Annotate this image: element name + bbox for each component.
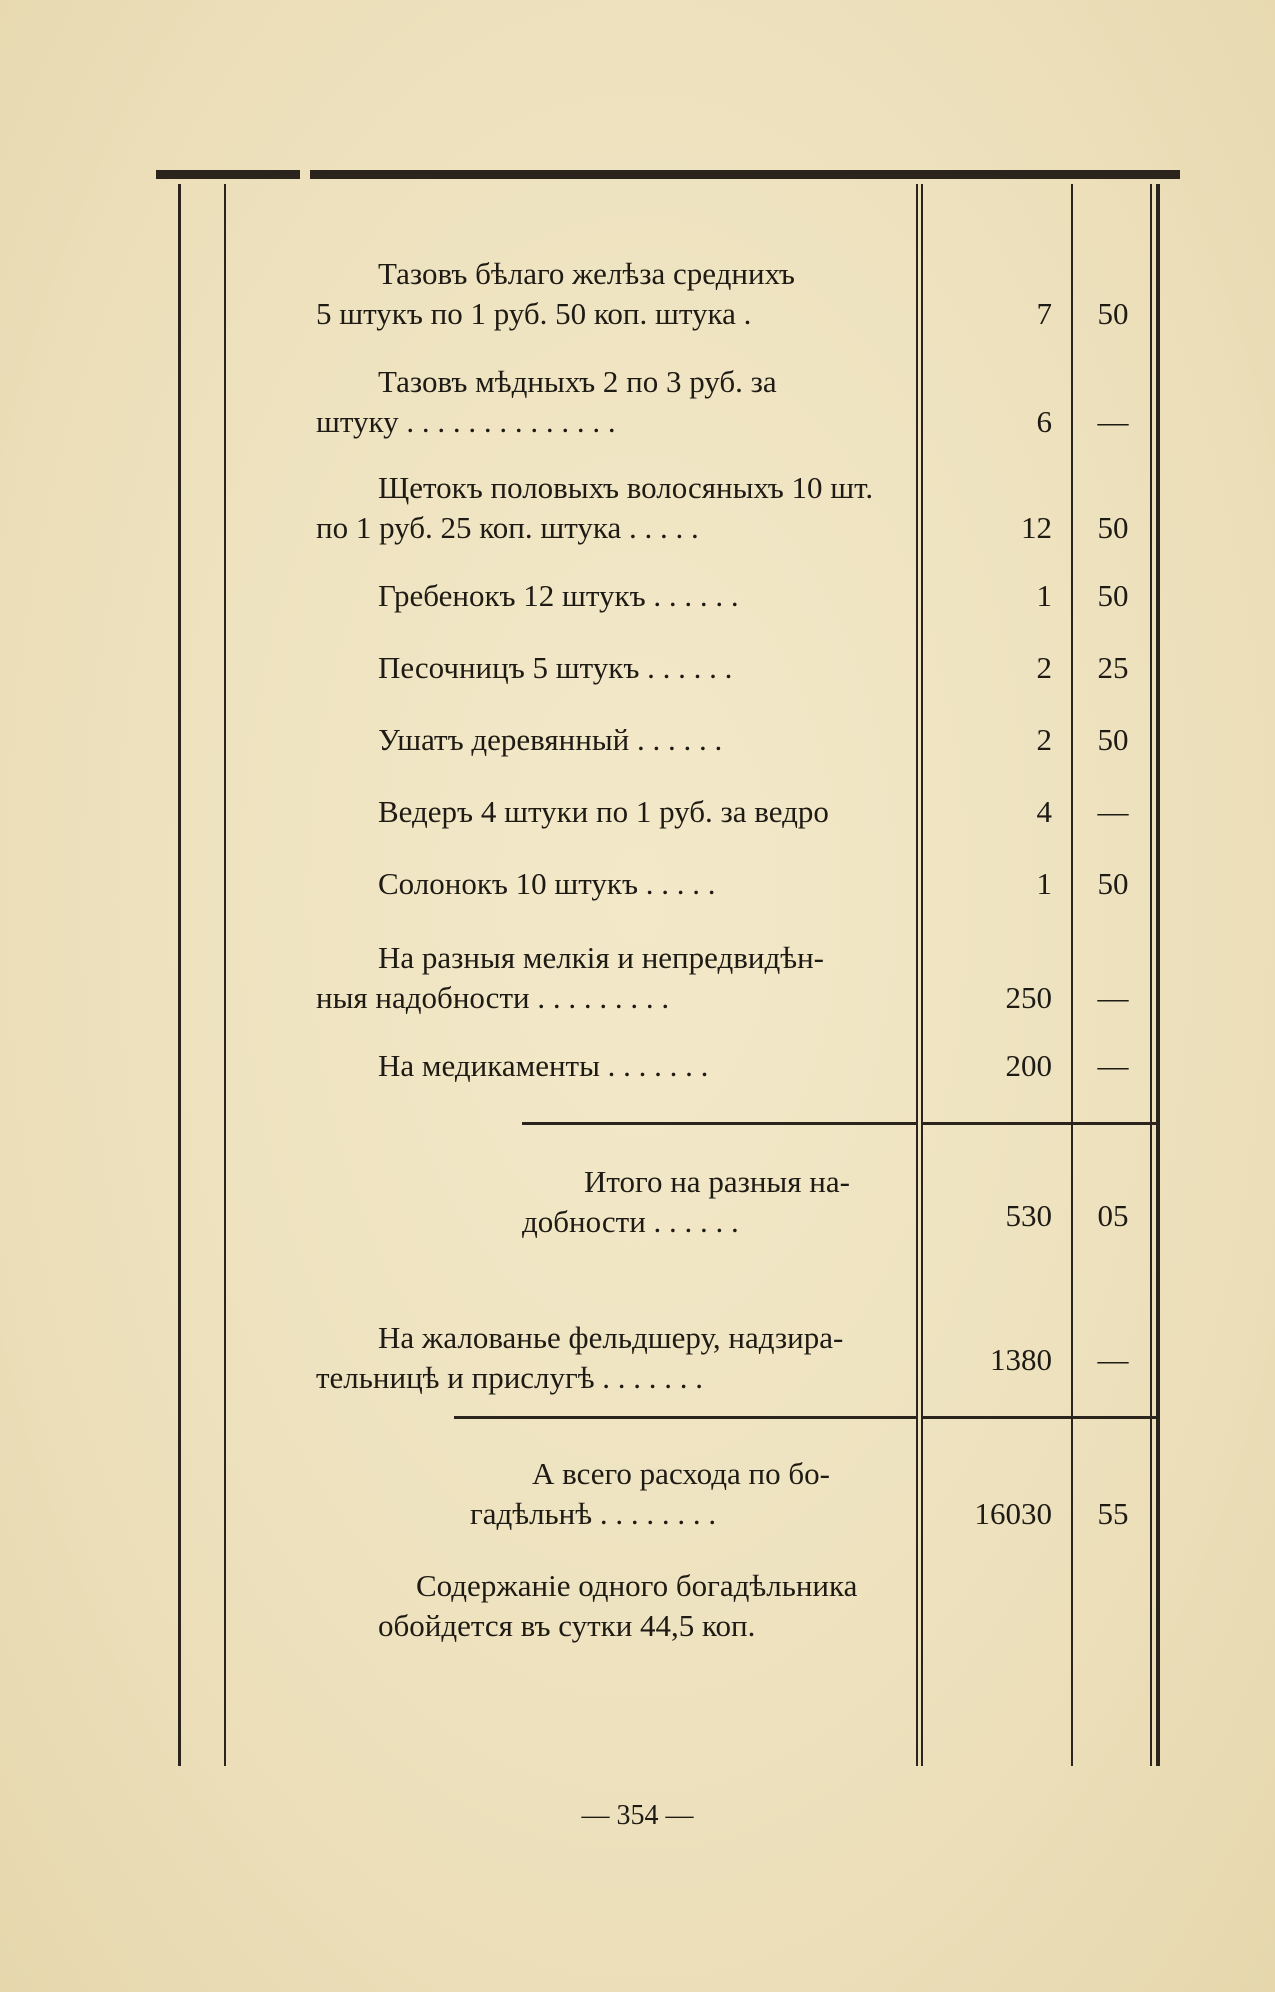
table-row [316,864,884,904]
sum-rule [1073,1416,1160,1419]
rubles-value: 530 [1005,1198,1052,1233]
note-text: Содержаніе одного богадѣльника [416,1568,858,1603]
row-text: На жалованье фельдшеру, надзира- [378,1320,844,1355]
rubles-value: 2 [1036,722,1052,757]
row-text: На разныя мелкія и непредвидѣн- [378,940,825,975]
total-row [470,1454,884,1534]
rubles-value: 4 [1036,794,1052,829]
row-text: Гребенокъ 12 штукъ . . . . . . [378,578,739,613]
rubles-value: 12 [1021,510,1052,545]
kopecks-value: — [1097,1048,1129,1083]
sum-rule [921,1122,1071,1125]
rubles-value: 200 [1005,1048,1052,1083]
frame-line [224,184,226,1766]
sum-rule [1093,1122,1156,1125]
rubles-value: 7 [1036,296,1052,331]
rubles-value: 6 [1036,404,1052,439]
row-text: по 1 руб. 25 коп. штука . . . . . [316,510,699,545]
kopecks-value: 50 [1097,866,1129,901]
kopecks-value: 50 [1097,296,1129,331]
row-text: Песочницъ 5 штукъ . . . . . . [378,650,733,685]
kopecks-value: 50 [1097,722,1129,757]
top-rule-right [310,170,1180,179]
top-rule-left [156,170,300,179]
kopecks-value: 05 [1097,1198,1129,1233]
row-text: Тазовъ бѣлаго желѣза среднихъ [378,256,795,291]
row-text: Солонокъ 10 штукъ . . . . . [378,866,716,901]
row-text: ныя надобности . . . . . . . . . [316,980,670,1015]
note-text: обойдется въ сутки 44,5 коп. [378,1608,756,1643]
frame-line [1071,184,1073,1766]
table-row [316,648,884,688]
rubles-value: 1380 [990,1342,1052,1377]
rubles-value: 16030 [974,1496,1052,1531]
table-row [316,362,884,442]
row-text: гадѣльнѣ . . . . . . . . [470,1496,717,1531]
table-row [316,720,884,760]
table-row [316,1046,884,1086]
sum-rule [454,1416,916,1419]
rubles-value: 1 [1036,866,1052,901]
row-text: 5 штукъ по 1 руб. 50 коп. штука . [316,296,752,331]
row-text: штуку . . . . . . . . . . . . . . [316,404,616,439]
table-row [316,1318,884,1398]
table-row [316,254,884,334]
row-text: Щетокъ половыхъ волосяныхъ 10 шт. [378,470,874,505]
kopecks-value: — [1097,1342,1129,1377]
table-row [316,792,884,832]
row-text: Итого на разныя на- [584,1164,850,1199]
row-text: А всего расхода по бо- [532,1456,830,1491]
kopecks-value: 50 [1097,510,1129,545]
row-text: На медикаменты . . . . . . . [378,1048,709,1083]
rubles-value: 1 [1036,578,1052,613]
sum-rule [522,1122,916,1125]
table-row [316,468,884,548]
frame-line [916,184,918,1766]
row-text: добности . . . . . . [522,1204,739,1239]
row-text: тельницѣ и прислугѣ . . . . . . . [316,1360,704,1395]
kopecks-value: — [1097,404,1129,439]
frame-line [1150,184,1152,1766]
rubles-value: 250 [1005,980,1052,1015]
row-text: Тазовъ мѣдныхъ 2 по 3 руб. за [378,364,777,399]
table-row [316,938,884,1018]
frame-line [1156,184,1160,1766]
cost-note [378,1566,898,1646]
row-text: Ведеръ 4 штуки по 1 руб. за ведро [378,794,829,829]
rubles-value: 2 [1036,650,1052,685]
kopecks-value: — [1097,980,1129,1015]
row-text: Ушатъ деревянный . . . . . . [378,722,723,757]
page-number: — 354 — [581,1800,694,1831]
kopecks-value: 25 [1097,650,1129,685]
table-row [316,576,884,616]
kopecks-value: 55 [1097,1496,1129,1531]
kopecks-value: — [1097,794,1129,829]
sum-rule [921,1416,1071,1419]
subtotal-row [522,1162,884,1242]
frame-line [178,184,181,1766]
kopecks-value: 50 [1097,578,1129,613]
